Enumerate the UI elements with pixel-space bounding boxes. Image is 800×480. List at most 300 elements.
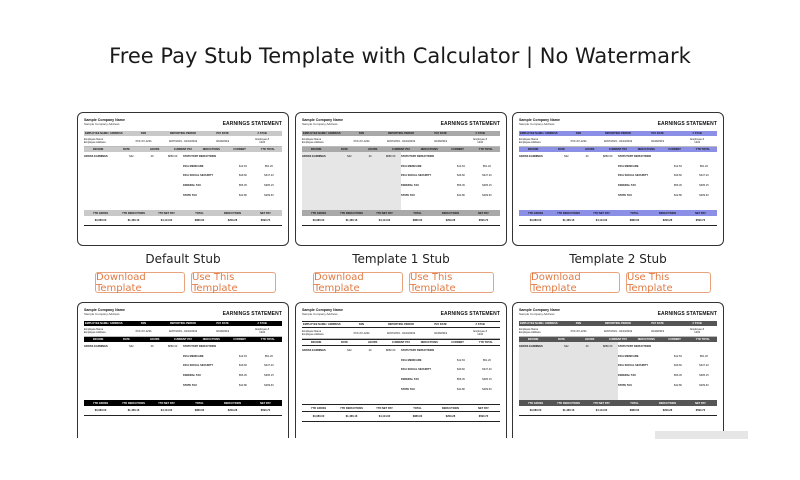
- totals-header-cell: YTD NET PAY: [158, 401, 175, 405]
- deduction-row: [183, 352, 282, 362]
- stub-number-value: 1234: [477, 141, 484, 144]
- totals-header-cell: TOTAL: [195, 401, 204, 405]
- income-cell: $880.00: [167, 345, 178, 349]
- pay-date-value: 02/18/2019: [651, 329, 665, 333]
- employee-name-cell: [302, 330, 342, 336]
- employee-header-cell: REPORTING PERIOD: [387, 132, 415, 135]
- deduction-cell: $395.15: [482, 378, 492, 382]
- income-header-cell: INCOME: [92, 338, 104, 341]
- deduction-row: [618, 181, 717, 191]
- income-cell: GROSS EARNINGS: [302, 349, 326, 353]
- deduction-cell: $42.80: [456, 193, 465, 197]
- totals-cell: $3,080.00: [312, 415, 325, 418]
- deduction-header-cell: DEDUCTIONS: [420, 148, 438, 151]
- income-section: [302, 152, 401, 210]
- deduction-cell: $299.60: [482, 387, 492, 391]
- totals-cell: $590.72: [695, 409, 706, 412]
- company-address: Sample Company Address: [84, 312, 120, 316]
- income-cell: GROSS EARNINGS: [519, 345, 543, 349]
- income-cell: GROSS EARNINGS: [519, 155, 543, 159]
- deduction-cell: $42.80: [456, 387, 465, 391]
- deduction-cell: FICA SOCIAL SECURITY: [183, 364, 214, 368]
- stub-number-label: Employee #: [690, 138, 705, 141]
- deduction-row: [183, 181, 282, 191]
- deduction-cell: $347.20: [264, 364, 274, 368]
- employee-name: Employee Name: [302, 137, 322, 141]
- income-header-cell: HOURS: [150, 148, 160, 151]
- deduction-row: [618, 361, 717, 371]
- totals-cell: $3,080.00: [529, 219, 542, 222]
- deduction-cell: $42.80: [238, 383, 247, 387]
- totals-header-cell: YTD GROSS: [310, 211, 327, 215]
- totals-cell: $880.00: [629, 219, 640, 222]
- deduction-header-cell: YTD TOTAL: [478, 148, 493, 151]
- period-value: 02/07/2019 - 02/13/2019: [603, 329, 633, 333]
- employee-header-cell: PAY DATE: [651, 322, 664, 325]
- deduction-header-cell: YTD TOTAL: [260, 338, 275, 341]
- deduction-header-cell: CURRENT: [668, 338, 681, 341]
- totals-cell: $1,466.16: [345, 219, 358, 222]
- deduction-cell: $12.63: [238, 354, 247, 358]
- template-label: Template 1 Stub: [352, 252, 450, 266]
- stub-number-label: Employee #: [473, 330, 488, 333]
- employee-address: Employee Address: [84, 331, 106, 334]
- deduction-cell: STATUTORY DEDUCTIONS: [401, 155, 435, 159]
- stub-number-value: 1234: [259, 141, 266, 144]
- income-row: [84, 152, 183, 162]
- totals-header-cell: YTD NET PAY: [593, 401, 610, 405]
- totals-cell: $209.28: [662, 409, 673, 412]
- income-row: [84, 342, 183, 352]
- earnings-statement-title: EARNINGS STATEMENT: [440, 311, 500, 317]
- totals-header-cell: YTD DEDUCTIONS: [556, 401, 581, 405]
- stub-number-value: 1234: [694, 331, 701, 334]
- employee-header-cell: PAY DATE: [651, 132, 664, 135]
- stub-header: [519, 118, 717, 131]
- income-cell: $880.00: [385, 155, 396, 159]
- deduction-header-cell: DEDUCTIONS: [202, 338, 220, 341]
- deduction-row: [183, 371, 282, 381]
- stub-header: [302, 118, 500, 131]
- employee-name: Employee Name: [84, 327, 104, 331]
- totals-cell: $880.00: [412, 219, 423, 222]
- income-cell: 40: [585, 345, 589, 349]
- deductions-section: [618, 342, 717, 400]
- income-cell: $880.00: [602, 155, 613, 159]
- income-cell: 40: [150, 345, 154, 349]
- income-header-cell: RATE: [557, 148, 565, 151]
- deduction-cell: FEDERAL TAX: [183, 374, 201, 378]
- totals-header-cell: TOTAL: [413, 211, 422, 215]
- deduction-row: [183, 190, 282, 200]
- pay-stub-preview: [84, 308, 282, 416]
- stub-body: [519, 152, 717, 210]
- deduction-cell: $299.60: [482, 193, 492, 197]
- income-cell: 40: [368, 155, 372, 159]
- use-template-button[interactable]: Use This Template: [626, 272, 711, 293]
- totals-cell: $590.72: [478, 415, 489, 418]
- company-name: Sample Company Name: [84, 118, 125, 122]
- income-section: [84, 152, 183, 210]
- income-header-cell: RATE: [557, 338, 565, 341]
- employee-address: Employee Address: [302, 141, 324, 144]
- deduction-cell: STATUTORY DEDUCTIONS: [618, 155, 652, 159]
- earnings-statement-title: EARNINGS STATEMENT: [657, 311, 717, 317]
- income-header-cell: CURRENT PAY: [173, 148, 193, 151]
- totals-header-cell: YTD DEDUCTIONS: [339, 211, 364, 215]
- totals-cell: $1,466.16: [562, 219, 575, 222]
- deduction-row: [401, 162, 500, 172]
- deduction-cell: $12.63: [673, 354, 682, 358]
- deduction-cell: $56.45: [238, 374, 247, 378]
- employee-row: [84, 136, 282, 147]
- deduction-cell: $347.20: [482, 174, 492, 178]
- deductions-section: [183, 152, 282, 210]
- deduction-cell: $56.45: [673, 374, 682, 378]
- deduction-row: [618, 342, 717, 352]
- deduction-cell: $299.60: [264, 383, 274, 387]
- deduction-header-cell: CURRENT: [233, 338, 246, 341]
- totals-header-cell: TOTAL: [413, 406, 422, 410]
- period-value: 02/07/2019 - 02/13/2019: [386, 139, 416, 143]
- totals-cell: $1,466.16: [127, 409, 140, 412]
- totals-header-cell: DEDUCTIONS: [658, 211, 677, 215]
- employee-address: Employee Address: [519, 331, 541, 334]
- scrollbar-thumb[interactable]: [655, 431, 748, 439]
- employee-header-cell: SSN: [140, 322, 147, 325]
- income-section: [519, 152, 618, 210]
- deduction-cell: $49.60: [456, 174, 465, 178]
- pay-stub-preview: [84, 118, 282, 226]
- employee-header-cell: SSN: [575, 322, 582, 325]
- download-template-button[interactable]: Download Template: [313, 272, 403, 293]
- employee-name: Employee Name: [519, 327, 539, 331]
- income-header-cell: CURRENT PAY: [391, 148, 411, 151]
- totals-header-cell: TOTAL: [630, 401, 639, 405]
- totals-cell: $4,114.00: [160, 409, 173, 412]
- deduction-row: [183, 342, 282, 352]
- deduction-row: [618, 171, 717, 181]
- employee-header-cell: REPORTING PERIOD: [387, 323, 415, 326]
- ssn-value: XXX-XX-1234: [353, 139, 370, 143]
- income-section: [519, 342, 618, 400]
- income-header-cell: CURRENT PAY: [608, 338, 628, 341]
- deduction-header-cell: YTD TOTAL: [695, 338, 710, 341]
- totals-header-bar: [302, 404, 500, 412]
- stub-header: [302, 308, 500, 321]
- deduction-cell: $299.60: [699, 383, 709, 387]
- deduction-cell: $49.60: [456, 368, 465, 372]
- income-header-cell: RATE: [122, 338, 130, 341]
- totals-header-cell: DEDUCTIONS: [223, 401, 242, 405]
- employee-address: Employee Address: [519, 141, 541, 144]
- income-header-cell: HOURS: [585, 338, 595, 341]
- deduction-header-cell: CURRENT: [451, 341, 464, 344]
- totals-header-cell: YTD NET PAY: [376, 211, 393, 215]
- deduction-cell: FEDERAL TAX: [618, 184, 636, 188]
- deduction-cell: STATUTORY DEDUCTIONS: [401, 349, 435, 353]
- deduction-cell: $49.60: [238, 364, 247, 368]
- deduction-cell: $42.80: [673, 193, 682, 197]
- totals-header-cell: YTD GROSS: [92, 401, 109, 405]
- ssn-value: XXX-XX-1234: [135, 139, 152, 143]
- employee-name-cell: [84, 138, 124, 144]
- employee-name-cell: [302, 138, 342, 144]
- deduction-cell: $12.63: [456, 164, 465, 168]
- income-header-cell: RATE: [340, 341, 348, 344]
- earnings-statement-title: EARNINGS STATEMENT: [222, 121, 282, 127]
- deduction-cell: $347.20: [699, 174, 709, 178]
- totals-header-cell: DEDUCTIONS: [658, 401, 677, 405]
- company-address: Sample Company Address: [519, 312, 555, 316]
- totals-cell: $590.72: [260, 219, 271, 222]
- deduction-cell: FICA MEDICARE: [183, 164, 204, 168]
- totals-header-cell: NET PAY: [260, 401, 271, 405]
- employee-header-cell: EMPLOYEE NAME / ADDRESS: [520, 132, 558, 135]
- stub-number-label: Employee #: [690, 328, 705, 331]
- deduction-cell: $51.20: [482, 358, 491, 362]
- download-template-button[interactable]: Download Template: [530, 272, 620, 293]
- income-cell: 40: [585, 155, 589, 159]
- totals-cell: $880.00: [194, 409, 205, 412]
- totals-header-cell: YTD DEDUCTIONS: [121, 401, 146, 405]
- employee-row: [302, 136, 500, 147]
- employee-row: [519, 326, 717, 337]
- company-name: Sample Company Name: [519, 308, 560, 312]
- deduction-cell: FICA MEDICARE: [183, 354, 204, 358]
- deductions-section: [401, 152, 500, 210]
- deduction-row: [618, 371, 717, 381]
- employee-address: Employee Address: [302, 333, 324, 336]
- stub-body: [302, 152, 500, 210]
- employee-header-cell: EMPLOYEE NAME / ADDRESS: [85, 132, 123, 135]
- employee-name: Employee Name: [519, 137, 539, 141]
- earnings-statement-title: EARNINGS STATEMENT: [222, 311, 282, 317]
- template-card[interactable]: [295, 302, 507, 438]
- company-name: Sample Company Name: [84, 308, 125, 312]
- deduction-header-cell: YTD TOTAL: [260, 148, 275, 151]
- deduction-cell: $51.20: [699, 164, 708, 168]
- income-cell: GROSS EARNINGS: [84, 345, 108, 349]
- deduction-row: [401, 375, 500, 385]
- deduction-cell: $51.20: [264, 354, 273, 358]
- employee-header-cell: # STUB: [475, 323, 485, 326]
- deduction-row: [401, 181, 500, 191]
- template-label: Default Stub: [145, 252, 221, 266]
- company-address: Sample Company Address: [84, 122, 120, 126]
- employee-header-cell: EMPLOYEE NAME / ADDRESS: [303, 323, 341, 326]
- deduction-cell: FEDERAL TAX: [401, 378, 419, 382]
- totals-cell: $1,466.16: [345, 415, 358, 418]
- deduction-cell: FEDERAL TAX: [183, 184, 201, 188]
- employee-header-cell: # STUB: [475, 132, 485, 135]
- employee-header-cell: EMPLOYEE NAME / ADDRESS: [85, 322, 123, 325]
- deduction-cell: $299.60: [264, 193, 274, 197]
- use-template-button[interactable]: Use This Template: [409, 272, 494, 293]
- template-card[interactable]: [512, 302, 724, 438]
- pay-stub-preview: [302, 308, 500, 422]
- ssn-value: XXX-XX-1234: [353, 331, 370, 335]
- deductions-section: [618, 152, 717, 210]
- totals-header-cell: YTD NET PAY: [158, 211, 175, 215]
- stub-body: [84, 152, 282, 210]
- income-header-cell: HOURS: [368, 148, 378, 151]
- income-cell: $22: [129, 345, 134, 349]
- deduction-cell: STATE TAX: [618, 383, 632, 387]
- stub-body: [302, 346, 500, 404]
- deduction-row: [183, 171, 282, 181]
- income-cell: $22: [564, 345, 569, 349]
- template-card[interactable]: [512, 112, 724, 246]
- totals-header-cell: NET PAY: [478, 211, 489, 215]
- deduction-row: [618, 152, 717, 162]
- deduction-cell: $12.63: [456, 358, 465, 362]
- deduction-header-cell: DEDUCTIONS: [420, 341, 438, 344]
- stub-number-cell: [460, 138, 500, 144]
- employee-header-cell: SSN: [358, 323, 365, 326]
- deduction-cell: $347.20: [482, 368, 492, 372]
- totals-cell: $4,114.00: [378, 415, 391, 418]
- deduction-cell: FICA MEDICARE: [618, 164, 639, 168]
- deduction-cell: $299.60: [699, 193, 709, 197]
- deduction-cell: $56.45: [673, 184, 682, 188]
- deduction-row: [618, 380, 717, 390]
- income-row: [302, 152, 401, 162]
- income-cell: $22: [347, 155, 352, 159]
- income-row: [519, 152, 618, 162]
- deduction-cell: $51.20: [264, 164, 273, 168]
- deduction-cell: $56.45: [456, 184, 465, 188]
- earnings-statement-title: EARNINGS STATEMENT: [440, 121, 500, 127]
- pay-date-value: 02/18/2019: [216, 139, 230, 143]
- employee-header-cell: EMPLOYEE NAME / ADDRESS: [520, 322, 558, 325]
- deduction-cell: $49.60: [673, 364, 682, 368]
- deduction-cell: $56.45: [238, 184, 247, 188]
- pay-date-value: 02/18/2019: [434, 139, 448, 143]
- stub-number-cell: [242, 328, 282, 334]
- income-cell: $22: [564, 155, 569, 159]
- employee-header-cell: # STUB: [257, 132, 267, 135]
- totals-header-cell: NET PAY: [260, 211, 271, 215]
- employee-name-cell: [519, 138, 559, 144]
- pay-date-value: 02/18/2019: [216, 329, 230, 333]
- totals-header-cell: DEDUCTIONS: [223, 211, 242, 215]
- deduction-cell: $395.15: [482, 184, 492, 188]
- employee-header-cell: REPORTING PERIOD: [169, 132, 197, 135]
- deduction-cell: STATUTORY DEDUCTIONS: [618, 345, 652, 349]
- deduction-row: [618, 352, 717, 362]
- company-name: Sample Company Name: [519, 118, 560, 122]
- deduction-cell: STATE TAX: [183, 193, 197, 197]
- stub-number-value: 1234: [694, 141, 701, 144]
- deduction-cell: $395.15: [264, 374, 274, 378]
- pay-date-value: 02/18/2019: [651, 139, 665, 143]
- income-header-cell: HOURS: [585, 148, 595, 151]
- pay-stub-preview: [519, 308, 717, 416]
- ssn-value: XXX-XX-1234: [570, 139, 587, 143]
- employee-header-cell: SSN: [140, 132, 147, 135]
- deduction-row: [183, 152, 282, 162]
- totals-cell: $3,080.00: [529, 409, 542, 412]
- totals-header-cell: NET PAY: [695, 211, 706, 215]
- deduction-header-cell: CURRENT: [233, 148, 246, 151]
- totals-header-cell: YTD GROSS: [310, 406, 327, 410]
- deduction-row: [618, 162, 717, 172]
- deduction-cell: $395.15: [699, 184, 709, 188]
- totals-cell: $4,114.00: [378, 219, 391, 222]
- deduction-row: [618, 190, 717, 200]
- totals-cell: $590.72: [478, 219, 489, 222]
- deduction-cell: $42.80: [238, 193, 247, 197]
- income-cell: GROSS EARNINGS: [302, 155, 326, 159]
- stub-number-label: Employee #: [255, 328, 270, 331]
- deduction-row: [401, 365, 500, 375]
- totals-cell: $1,466.16: [127, 219, 140, 222]
- deductions-section: [401, 346, 500, 404]
- totals-cell: $4,114.00: [595, 409, 608, 412]
- period-value: 02/07/2019 - 02/13/2019: [168, 329, 198, 333]
- deduction-cell: $395.15: [699, 374, 709, 378]
- deduction-header-cell: DEDUCTIONS: [637, 148, 655, 151]
- employee-header-cell: PAY DATE: [434, 132, 447, 135]
- deduction-cell: FEDERAL TAX: [618, 374, 636, 378]
- pay-stub-preview: [302, 118, 500, 226]
- employee-address: Employee Address: [84, 141, 106, 144]
- use-template-button[interactable]: Use This Template: [191, 272, 276, 293]
- template-card[interactable]: [295, 112, 507, 246]
- totals-cell: $4,114.00: [160, 219, 173, 222]
- template-card[interactable]: [77, 112, 289, 246]
- totals-cell: $209.28: [227, 219, 238, 222]
- deduction-cell: STATUTORY DEDUCTIONS: [183, 345, 217, 349]
- deduction-cell: FICA MEDICARE: [401, 358, 422, 362]
- stub-number-cell: [677, 138, 717, 144]
- income-header-cell: INCOME: [527, 148, 539, 151]
- totals-cell: $880.00: [412, 415, 423, 418]
- totals-cell: $209.28: [445, 415, 456, 418]
- deduction-cell: STATE TAX: [401, 193, 415, 197]
- stub-number-label: Employee #: [473, 138, 488, 141]
- totals-row: [84, 406, 282, 416]
- employee-header-cell: REPORTING PERIOD: [604, 132, 632, 135]
- employee-header-cell: # STUB: [257, 322, 267, 325]
- download-template-button[interactable]: Download Template: [95, 272, 185, 293]
- period-value: 02/07/2019 - 02/13/2019: [386, 331, 416, 335]
- income-cell: GROSS EARNINGS: [84, 155, 108, 159]
- deduction-cell: FICA SOCIAL SECURITY: [618, 174, 649, 178]
- deduction-row: [401, 356, 500, 366]
- deduction-row: [401, 171, 500, 181]
- ssn-value: XXX-XX-1234: [570, 329, 587, 333]
- totals-header-cell: DEDUCTIONS: [441, 406, 460, 410]
- stub-number-cell: [242, 138, 282, 144]
- employee-header-bar: [302, 321, 500, 328]
- template-card[interactable]: [77, 302, 289, 438]
- income-cell: 40: [150, 155, 154, 159]
- totals-cell: $3,080.00: [312, 219, 325, 222]
- deduction-row: [401, 152, 500, 162]
- employee-name-cell: [84, 328, 124, 334]
- stub-number-cell: [460, 330, 500, 336]
- employee-header-cell: EMPLOYEE NAME / ADDRESS: [303, 132, 341, 135]
- deduction-cell: FICA SOCIAL SECURITY: [183, 174, 214, 178]
- income-header-cell: INCOME: [92, 148, 104, 151]
- deduction-row: [183, 162, 282, 172]
- income-cell: $880.00: [167, 155, 178, 159]
- totals-header-cell: DEDUCTIONS: [441, 211, 460, 215]
- earnings-statement-title: EARNINGS STATEMENT: [657, 121, 717, 127]
- employee-row: [84, 326, 282, 337]
